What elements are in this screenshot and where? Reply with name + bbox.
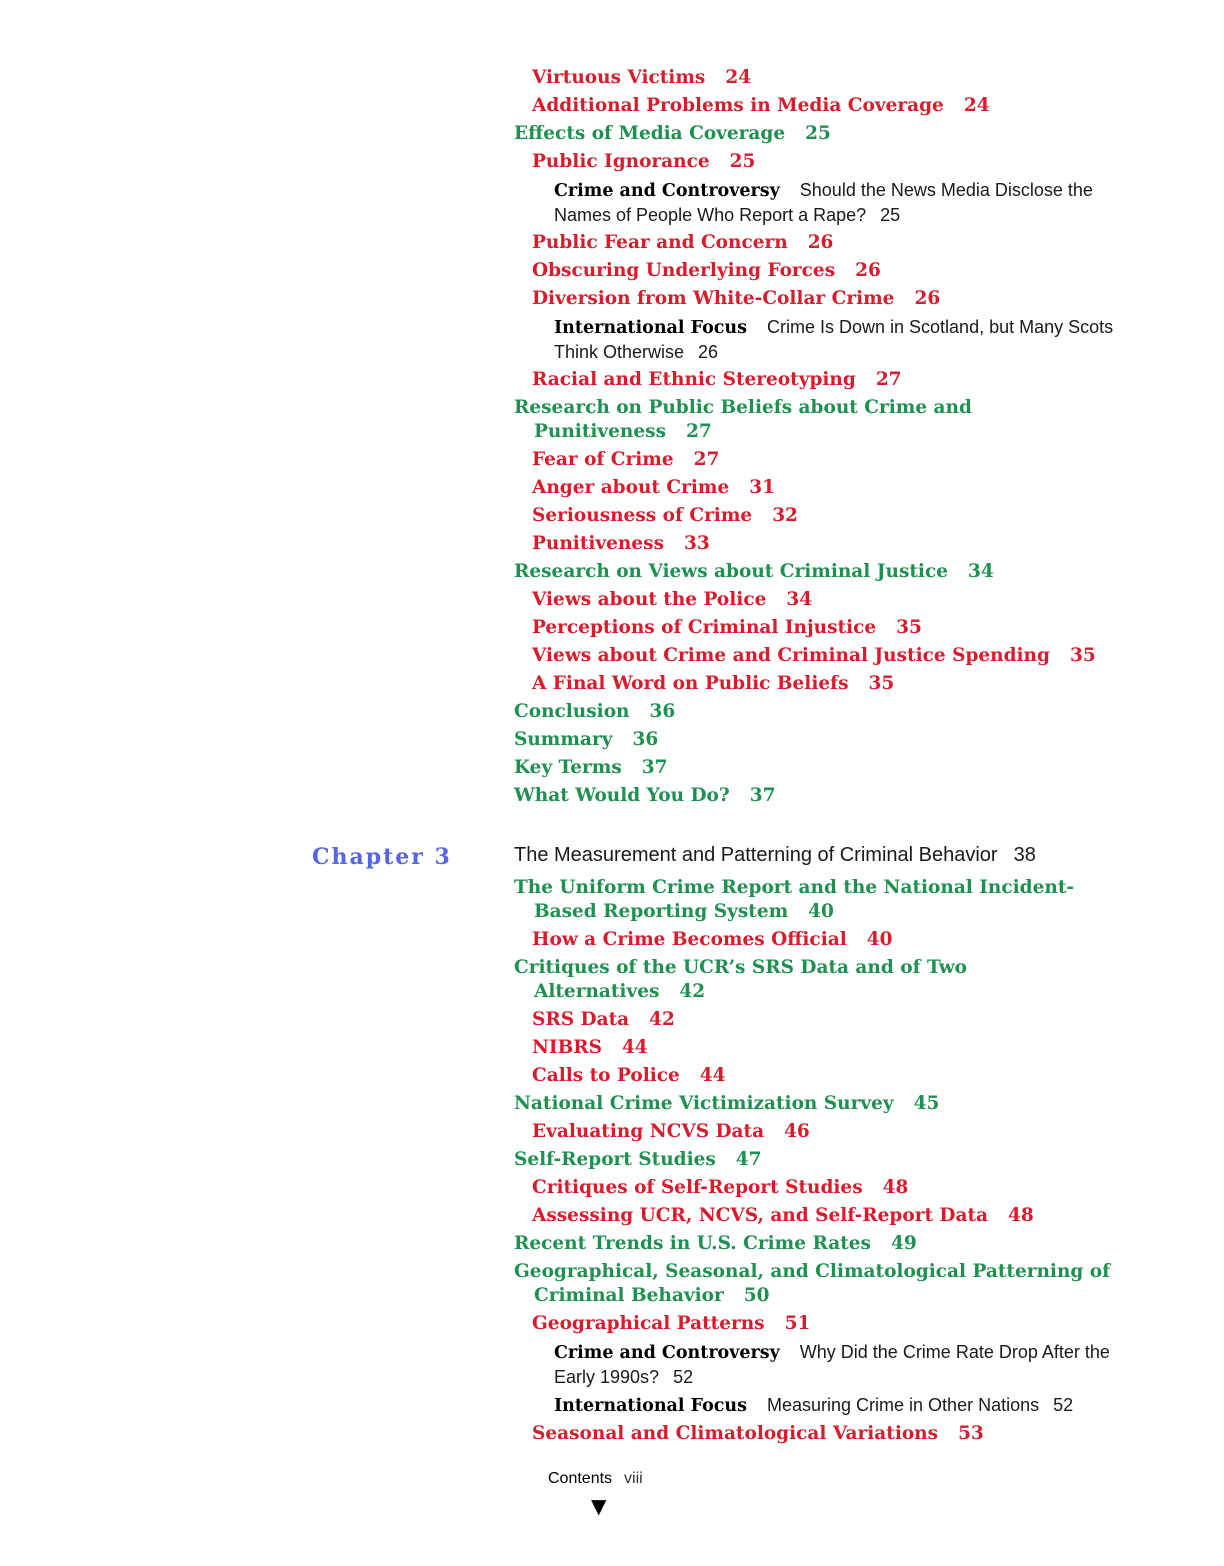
- entry-title: Public Fear and Concern: [532, 232, 788, 253]
- entry-title: Recent Trends in U.S. Crime Rates: [514, 1233, 871, 1254]
- chapter-title-line[interactable]: [514, 844, 1036, 867]
- page-folio: viii: [624, 1470, 643, 1487]
- entry-title: Diversion from White-Collar Crime: [532, 288, 895, 309]
- entry-page-number: 26: [855, 260, 881, 281]
- entry-title: Evaluating NCVS Data: [532, 1121, 765, 1142]
- entry-page-number: 51: [784, 1313, 811, 1334]
- entry-page-number: 40: [866, 929, 893, 950]
- toc-section-entry[interactable]: [514, 1092, 1114, 1116]
- entry-title: Calls to Police: [532, 1065, 680, 1086]
- toc-subsection-entry[interactable]: [514, 448, 1114, 472]
- entry-title: Research on Views about Criminal Justice: [514, 561, 948, 582]
- toc-section-entry[interactable]: [514, 784, 1114, 808]
- entry-page-number: 25: [729, 151, 756, 172]
- entry-title: Fear of Crime: [532, 449, 674, 470]
- toc-section-entry[interactable]: [514, 728, 1114, 752]
- toc-subsection-entry[interactable]: [514, 1204, 1114, 1228]
- entry-page-number: 24: [725, 67, 752, 88]
- toc-subsection-entry[interactable]: [514, 1008, 1114, 1032]
- feature-label: International Focus: [554, 318, 747, 338]
- toc-section-chapter-2: [514, 66, 1114, 808]
- toc-subsection-entry[interactable]: [514, 616, 1114, 640]
- toc-subsection-entry[interactable]: [514, 644, 1114, 668]
- table-of-contents: [312, 66, 1114, 1450]
- entry-title: Key Terms: [514, 757, 622, 778]
- toc-subsection-entry[interactable]: [514, 928, 1114, 952]
- entry-title: Effects of Media Coverage: [514, 123, 786, 144]
- feature-label: Crime and Controversy: [554, 1343, 780, 1363]
- entry-title: Critiques of Self-Report Studies: [532, 1177, 863, 1198]
- entry-title: A Final Word on Public Beliefs: [532, 673, 849, 694]
- footer-label: Contents: [548, 1470, 613, 1487]
- entry-page-number: 46: [784, 1121, 810, 1142]
- toc-subsection-entry[interactable]: [514, 94, 1114, 118]
- toc-feature-entry[interactable]: [514, 1340, 1114, 1389]
- toc-subsection-entry[interactable]: [514, 1120, 1114, 1144]
- entry-title: Racial and Ethnic Stereotyping: [532, 369, 856, 390]
- chapter-page: 38: [1013, 844, 1036, 866]
- entry-page-number: 27: [693, 449, 720, 470]
- chapter-title: The Measurement and Patterning of Criminal Behavior: [514, 844, 998, 866]
- toc-subsection-entry[interactable]: [514, 1176, 1114, 1200]
- toc-subsection-entry[interactable]: [514, 287, 1114, 311]
- entry-page-number: 31: [749, 477, 775, 498]
- entry-title: Why Did the Crime Rate Drop After the Early 1990s?: [554, 1342, 1110, 1387]
- toc-feature-entry[interactable]: [514, 315, 1114, 364]
- feature-label: International Focus: [554, 1396, 747, 1416]
- entry-page-number: 25: [880, 205, 901, 225]
- entry-page-number: 35: [896, 617, 922, 638]
- entry-page-number: 33: [683, 533, 710, 554]
- entry-title: Assessing UCR, NCVS, and Self-Report Data: [532, 1205, 988, 1226]
- entry-title: Views about Crime and Criminal Justice Spending: [532, 645, 1050, 666]
- toc-subsection-entry[interactable]: [514, 259, 1114, 283]
- entry-page-number: 40: [808, 901, 834, 922]
- toc-feature-entry[interactable]: [514, 178, 1114, 227]
- entry-page-number: 52: [1053, 1395, 1074, 1415]
- entry-title: Crime Is Down in Scotland, but Many Scots Think Otherwise: [554, 317, 1114, 362]
- entry-title: Seasonal and Climatological Variations: [532, 1423, 939, 1444]
- entry-title: Public Ignorance: [532, 151, 710, 172]
- toc-subsection-entry[interactable]: [514, 1422, 1114, 1446]
- entry-page-number: 35: [868, 673, 895, 694]
- entry-page-number: 37: [641, 757, 668, 778]
- entry-title: Geographical Patterns: [532, 1313, 765, 1334]
- entry-title: Should the News Media Disclose the Names of People Who Report a Rape?: [554, 180, 1093, 225]
- toc-subsection-entry[interactable]: [514, 588, 1114, 612]
- chapter-number: Chapter 3: [312, 844, 452, 870]
- toc-subsection-entry[interactable]: [514, 1064, 1114, 1088]
- entry-title: Measuring Crime in Other Nations: [767, 1395, 1040, 1415]
- entry-page-number: 48: [882, 1177, 909, 1198]
- entry-title: SRS Data: [532, 1009, 630, 1030]
- toc-subsection-entry[interactable]: [514, 476, 1114, 500]
- entry-title: How a Crime Becomes Official: [532, 929, 847, 950]
- entry-page-number: 37: [749, 785, 776, 806]
- entry-title: Views about the Police: [532, 589, 767, 610]
- toc-section-entry[interactable]: [514, 1148, 1114, 1172]
- entry-page-number: 36: [649, 701, 676, 722]
- toc-subsection-entry[interactable]: [514, 532, 1114, 556]
- entry-page-number: 26: [698, 342, 719, 362]
- entry-page-number: 34: [786, 589, 813, 610]
- toc-subsection-entry[interactable]: [514, 1036, 1114, 1060]
- entry-page-number: 42: [649, 1009, 675, 1030]
- entry-page-number: 35: [1069, 645, 1096, 666]
- entry-page-number: 42: [679, 981, 706, 1002]
- entry-page-number: 50: [743, 1285, 770, 1306]
- toc-subsection-entry[interactable]: [514, 1312, 1114, 1336]
- toc-section-entry[interactable]: [514, 122, 1114, 146]
- feature-label: Crime and Controversy: [554, 181, 780, 201]
- entry-title: Conclusion: [514, 701, 630, 722]
- entry-page-number: 49: [890, 1233, 917, 1254]
- toc-section-entry[interactable]: [514, 756, 1114, 780]
- entry-page-number: 26: [807, 232, 834, 253]
- toc-section-entry[interactable]: [514, 876, 1114, 924]
- entry-title: National Crime Victimization Survey: [514, 1093, 894, 1114]
- entry-page-number: 44: [699, 1065, 726, 1086]
- toc-section-entry[interactable]: [514, 1260, 1114, 1308]
- entry-page-number: 27: [875, 369, 902, 390]
- toc-section-entry[interactable]: [514, 396, 1114, 444]
- entry-title: Seriousness of Crime: [532, 505, 753, 526]
- toc-feature-entry[interactable]: [514, 1393, 1114, 1418]
- chapter-heading: [312, 838, 1114, 872]
- toc-subsection-entry[interactable]: [514, 66, 1114, 90]
- entry-title: Geographical, Seasonal, and Climatological Patterning of Criminal Behavior: [514, 1261, 1111, 1306]
- toc-subsection-entry[interactable]: [514, 672, 1114, 696]
- entry-page-number: 26: [914, 288, 941, 309]
- entry-page-number: 27: [685, 421, 712, 442]
- entry-title: Summary: [514, 729, 613, 750]
- entry-page-number: 34: [968, 561, 994, 582]
- entry-page-number: 36: [632, 729, 659, 750]
- entry-title: The Uniform Crime Report and the National Incident-Based Reporting System: [514, 877, 1075, 922]
- entry-page-number: 24: [963, 95, 990, 116]
- entry-page-number: 32: [772, 505, 798, 526]
- entry-page-number: 48: [1008, 1205, 1034, 1226]
- entry-page-number: 52: [673, 1367, 694, 1387]
- entry-title: Self-Report Studies: [514, 1149, 716, 1170]
- entry-title: Perceptions of Criminal Injustice: [532, 617, 877, 638]
- toc-section-entry[interactable]: [514, 700, 1114, 724]
- entry-title: Anger about Crime: [532, 477, 730, 498]
- entry-title: What Would You Do?: [514, 785, 730, 806]
- toc-section-entry[interactable]: [514, 1232, 1114, 1256]
- toc-subsection-entry[interactable]: [514, 368, 1114, 392]
- entry-page-number: 45: [913, 1093, 940, 1114]
- entry-title: Critiques of the UCR’s SRS Data and of Two Alternatives: [514, 957, 967, 1002]
- entry-page-number: 25: [805, 123, 831, 144]
- arrow-down-icon: ▼: [591, 1494, 607, 1518]
- entry-page-number: 53: [958, 1423, 984, 1444]
- entry-title: Virtuous Victims: [532, 67, 706, 88]
- page-footer: [548, 1470, 643, 1488]
- entry-page-number: 44: [621, 1037, 648, 1058]
- toc-subsection-entry[interactable]: [514, 231, 1114, 255]
- entry-title: NIBRS: [532, 1037, 602, 1058]
- toc-subsection-entry[interactable]: [514, 150, 1114, 174]
- toc-section-chapter-3: [514, 876, 1114, 1446]
- entry-title: Obscuring Underlying Forces: [532, 260, 836, 281]
- toc-section-entry[interactable]: [514, 956, 1114, 1004]
- entry-title: Additional Problems in Media Coverage: [532, 95, 944, 116]
- toc-section-entry[interactable]: [514, 560, 1114, 584]
- entry-title: Research on Public Beliefs about Crime and Punitiveness: [514, 397, 972, 442]
- entry-page-number: 47: [735, 1149, 762, 1170]
- entry-title: Punitiveness: [532, 533, 664, 554]
- toc-subsection-entry[interactable]: [514, 504, 1114, 528]
